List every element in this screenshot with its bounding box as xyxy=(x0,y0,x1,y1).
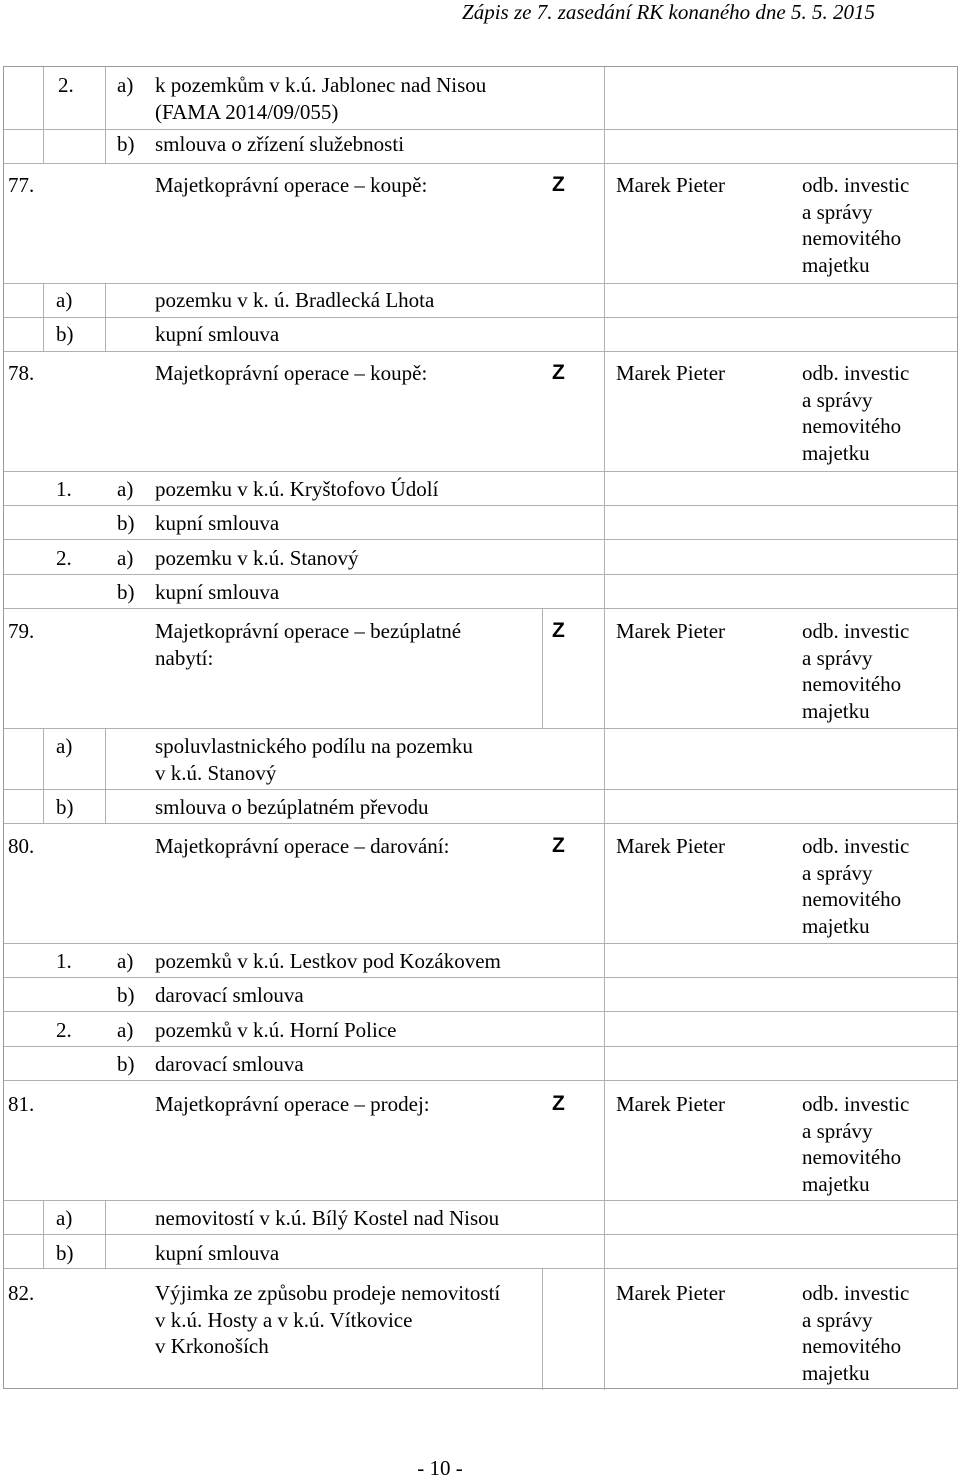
sub-label-a: a) xyxy=(117,949,134,973)
department: odb. investic a správy nemovitého majetku xyxy=(802,1281,910,1385)
resolution-title: Majetkoprávní operace – darování: xyxy=(155,834,450,858)
resolution-number: 81. xyxy=(8,1092,35,1116)
sub-text: kupní smlouva xyxy=(155,580,280,604)
z-marker: Z xyxy=(552,173,565,196)
resolution-number: 80. xyxy=(8,834,35,858)
sub-label-b: b) xyxy=(117,511,135,535)
sub-label-b: b) xyxy=(117,580,135,604)
resolution-number: 78. xyxy=(8,361,35,385)
sub-label-b: b) xyxy=(117,983,135,1007)
department: odb. investic a správy nemovitého majetku xyxy=(802,834,910,938)
department: odb. investic a správy nemovitého majetku xyxy=(802,361,910,465)
resolution-title: Výjimka ze způsobu prodeje nemovitostí v k.ú. Hosty a v k.ú. Vítkovice v Krkonoších xyxy=(155,1281,501,1358)
resolution-number: 82. xyxy=(8,1281,35,1305)
sub-label-b: b) xyxy=(56,322,74,346)
resolution-title: Majetkoprávní operace – koupě: xyxy=(155,361,428,385)
sub-text-a: k pozemkům v k.ú. Jablonec nad Nisou (FAMA 2014/09/055) xyxy=(155,73,487,124)
sub-label-a: a) xyxy=(56,288,73,312)
resolution-title: Majetkoprávní operace – koupě: xyxy=(155,173,428,197)
responsible-person: Marek Pieter xyxy=(616,361,726,385)
sub-text-a: pozemku v k. ú. Bradlecká Lhota xyxy=(155,288,435,312)
sub-label-a: a) xyxy=(117,73,134,97)
resolution-title: Majetkoprávní operace – prodej: xyxy=(155,1092,430,1116)
sub-label-a: a) xyxy=(117,1018,134,1042)
responsible-person: Marek Pieter xyxy=(616,1092,726,1116)
sub-number: 1. xyxy=(56,949,72,973)
sub-label-b: b) xyxy=(56,1241,74,1265)
item-number: 2. xyxy=(58,73,74,97)
sub-number: 2. xyxy=(56,1018,72,1042)
sub-label-a: a) xyxy=(56,734,73,758)
sub-label-b: b) xyxy=(117,1052,135,1076)
sub-text-b: smlouva o zřízení služebnosti xyxy=(155,132,405,156)
sub-text-a: spoluvlastnického podílu na pozemku v k.ú. Stanový xyxy=(155,734,473,785)
sub-label-b: b) xyxy=(56,795,74,819)
sub-text-b: kupní smlouva xyxy=(155,1241,280,1265)
z-marker: Z xyxy=(552,834,565,857)
sub-text: kupní smlouva xyxy=(155,511,280,535)
resolution-title: Majetkoprávní operace – bezúplatné nabytí: xyxy=(155,619,462,670)
sub-label-b: b) xyxy=(117,132,135,156)
sub-text: darovací smlouva xyxy=(155,1052,304,1076)
sub-label-a: a) xyxy=(56,1206,73,1230)
document-header: Zápis ze 7. zasedání RK konaného dne 5. 5. 2015 xyxy=(462,0,875,24)
responsible-person: Marek Pieter xyxy=(616,834,726,858)
sub-text: darovací smlouva xyxy=(155,983,304,1007)
page-number: - 10 - xyxy=(417,1456,463,1480)
department: odb. investic a správy nemovitého majetku xyxy=(802,173,910,277)
responsible-person: Marek Pieter xyxy=(616,619,726,643)
sub-text: pozemku v k.ú. Stanový xyxy=(155,546,359,570)
resolution-number: 79. xyxy=(8,619,35,643)
responsible-person: Marek Pieter xyxy=(616,1281,726,1305)
sub-text: pozemků v k.ú. Horní Police xyxy=(155,1018,397,1042)
responsible-person: Marek Pieter xyxy=(616,173,726,197)
sub-text-b: kupní smlouva xyxy=(155,322,280,346)
department: odb. investic a správy nemovitého majetku xyxy=(802,1092,910,1196)
z-marker: Z xyxy=(552,1092,565,1115)
z-marker: Z xyxy=(552,619,565,642)
sub-text: pozemků v k.ú. Lestkov pod Kozákovem xyxy=(155,949,501,973)
sub-text-a: nemovitostí v k.ú. Bílý Kostel nad Nisou xyxy=(155,1206,500,1230)
department: odb. investic a správy nemovitého majetku xyxy=(802,619,910,723)
sub-text-b: smlouva o bezúplatném převodu xyxy=(155,795,429,819)
sub-label-a: a) xyxy=(117,477,134,501)
sub-number: 2. xyxy=(56,546,72,570)
sub-number: 1. xyxy=(56,477,72,501)
z-marker: Z xyxy=(552,361,565,384)
sub-label-a: a) xyxy=(117,546,134,570)
resolution-number: 77. xyxy=(8,173,35,197)
sub-text: pozemku v k.ú. Kryštofovo Údolí xyxy=(155,477,439,501)
